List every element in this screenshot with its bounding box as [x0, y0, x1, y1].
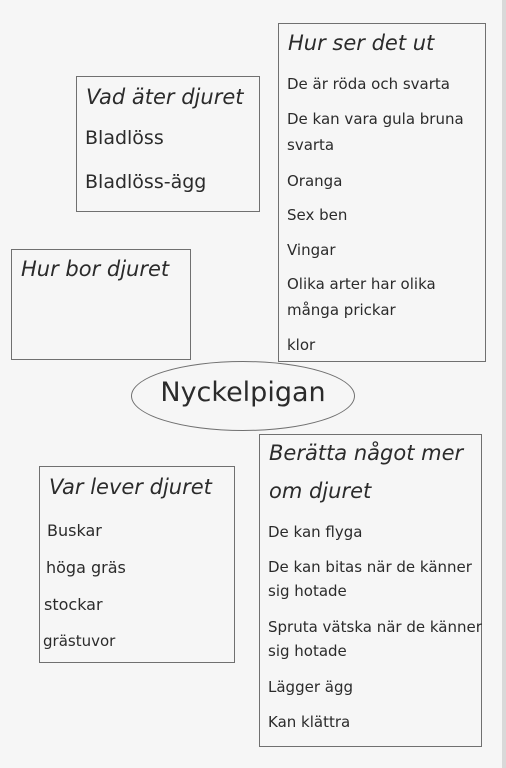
- center-title: Nyckelpigan: [160, 377, 326, 408]
- how-it-lives-box: [11, 249, 191, 360]
- tell-more-title-line2: om djuret: [269, 479, 372, 503]
- center-oval: [131, 361, 355, 431]
- what-it-eats-item: Bladlöss: [85, 127, 164, 149]
- what-it-eats-box: [76, 76, 260, 212]
- tell-more-item: Kan klättra: [268, 713, 351, 731]
- where-it-lives-title: Var lever djuret: [49, 475, 212, 499]
- appearance-item: många prickar: [287, 301, 396, 319]
- tell-more-box: [259, 434, 482, 747]
- where-it-lives-item: höga gräs: [46, 558, 126, 577]
- appearance-title: Hur ser det ut: [288, 31, 435, 55]
- appearance-item: De är röda och svarta: [287, 75, 450, 93]
- appearance-item: Vingar: [287, 241, 336, 259]
- appearance-item: De kan vara gula bruna: [287, 110, 464, 128]
- appearance-item: Olika arter har olika: [287, 275, 436, 293]
- tell-more-item: De kan flyga: [268, 523, 363, 541]
- tell-more-item: De kan bitas när de känner: [268, 558, 472, 576]
- appearance-item: Sex ben: [287, 206, 348, 224]
- what-it-eats-title: Vad äter djuret: [86, 85, 244, 109]
- appearance-item: svarta: [287, 136, 335, 154]
- paper-edge-shadow: [502, 0, 506, 768]
- tell-more-item: Spruta vätska när de känner: [268, 618, 482, 636]
- where-it-lives-item: stockar: [44, 595, 103, 614]
- where-it-lives-box: [39, 466, 235, 663]
- how-it-lives-title: Hur bor djuret: [21, 257, 170, 281]
- appearance-box: [278, 23, 486, 362]
- tell-more-item: sig hotade: [268, 642, 347, 660]
- appearance-item: klor: [287, 336, 316, 354]
- where-it-lives-item: Buskar: [47, 521, 102, 540]
- what-it-eats-item: Bladlöss-ägg: [85, 171, 207, 193]
- appearance-item: Oranga: [287, 172, 343, 190]
- where-it-lives-item: grästuvor: [43, 632, 116, 650]
- tell-more-item: sig hotade: [268, 582, 347, 600]
- tell-more-item: Lägger ägg: [268, 678, 353, 696]
- tell-more-title-line1: Berätta något mer: [269, 441, 464, 465]
